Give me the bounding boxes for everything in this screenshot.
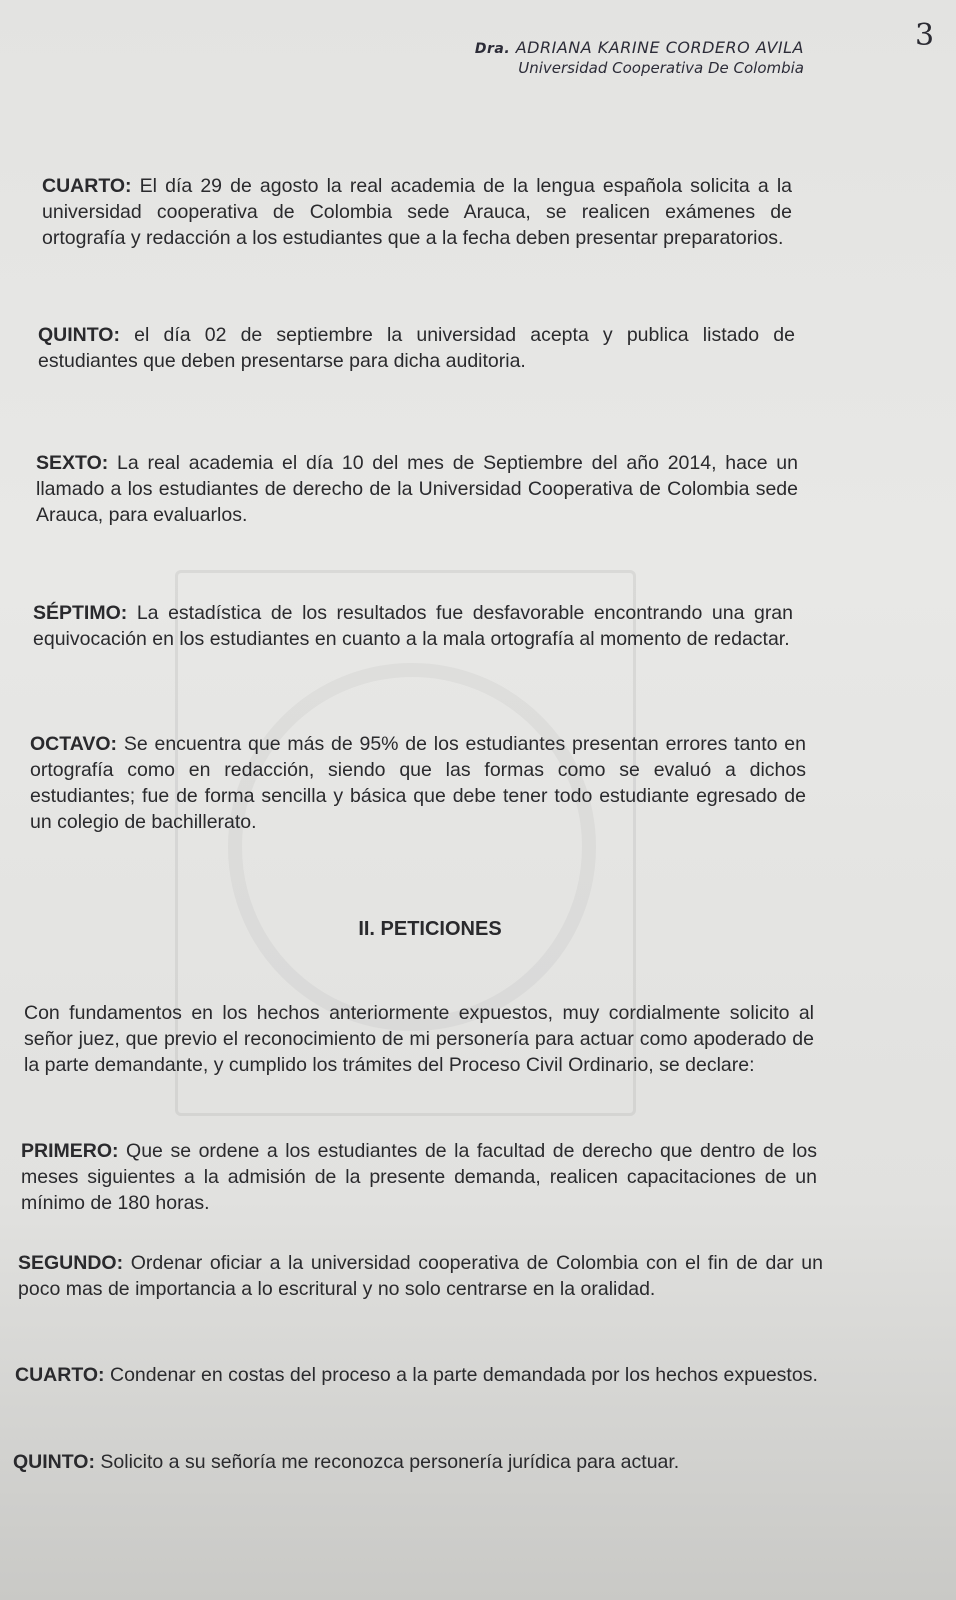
peticion-label: PRIMERO: (21, 1140, 119, 1162)
peticion-text: Condenar en costas del proceso a la parte demandada por los hechos expuestos. (109, 1364, 818, 1386)
peticion-cuarto (15, 1362, 825, 1388)
letterhead-university: Universidad Cooperativa De Colombia (518, 59, 804, 77)
hecho-cuarto (42, 173, 792, 251)
peticion-segundo (18, 1250, 823, 1302)
peticiones-heading: II. PETICIONES (358, 918, 502, 940)
letterhead-name-line (475, 38, 804, 57)
peticion-label: QUINTO: (13, 1451, 95, 1473)
hecho-text: La estadística de los resultados fue desfavorable encontrando una gran equivocación en los estudiantes en cuanto a la mala ortografía al momento de redactar. (33, 602, 793, 650)
peticion-text: Solicito a su señoría me reconozca personería jurídica para actuar. (100, 1451, 680, 1473)
hecho-text: Se encuentra que más de 95% de los estudiantes presentan errores tanto en ortografía como en redacción, siendo que las formas como se evaluó a dichos estudiantes; fue de forma sencilla y básica que debe tener todo estudiante egresado de un colegio de bachillerato. (30, 733, 807, 833)
peticion-quinto (13, 1449, 828, 1475)
hecho-sexto (36, 450, 798, 528)
peticion-text: Que se ordene a los estudiantes de la facultad de derecho que dentro de los meses siguientes a la admisión de la presente demanda, realicen capacitaciones de un mínimo de 180 horas. (21, 1140, 818, 1214)
peticion-label: CUARTO: (15, 1364, 105, 1386)
hecho-text: El día 29 de agosto la real academia de la lengua española solicita a la universidad cooperativa de Colombia sede Arauca, se realicen exámenes de ortografía y redacción a los estudiantes que a la fecha deben presentar preparatorios. (42, 175, 792, 249)
hecho-label: CUARTO: (42, 175, 132, 197)
hecho-octavo (30, 731, 806, 835)
letterhead-prefix: Dra. (474, 41, 511, 57)
hecho-text: La real academia el día 10 del mes de Septiembre del año 2014, hace un llamado a los estudiantes de derecho de la Universidad Cooperativa de Colombia sede Arauca, para evaluarlos. (36, 452, 798, 526)
peticion-label: SEGUNDO: (18, 1252, 124, 1274)
page-number: 3 (915, 18, 935, 53)
hecho-label: SÉPTIMO: (33, 602, 128, 624)
peticiones-intro: Con fundamentos en los hechos anteriormente expuestos, muy cordialmente solicito al señor juez, que previo el reconocimiento de mi personería para actuar como apoderado de la parte demandante, y cumplido los trámites del Proceso Civil Ordinario, se declare: (24, 1002, 814, 1076)
letterhead-name: ADRIANA KARINE CORDERO AVILA (515, 38, 804, 57)
hecho-label: OCTAVO: (30, 733, 118, 755)
hecho-septimo (33, 600, 793, 652)
hecho-quinto (38, 322, 795, 374)
peticion-primero (21, 1138, 817, 1216)
watermark-seal-ring (228, 663, 596, 1031)
letterhead (475, 38, 804, 77)
hecho-text: el día 02 de septiembre la universidad acepta y publica listado de estudiantes que deben presentarse para dicha auditoria. (38, 324, 795, 372)
hecho-label: SEXTO: (36, 452, 109, 474)
hecho-label: QUINTO: (38, 324, 120, 346)
peticion-text: Ordenar oficiar a la universidad cooperativa de Colombia con el fin de dar un poco mas de importancia a lo escritural y no solo centrarse en la oralidad. (18, 1252, 823, 1300)
